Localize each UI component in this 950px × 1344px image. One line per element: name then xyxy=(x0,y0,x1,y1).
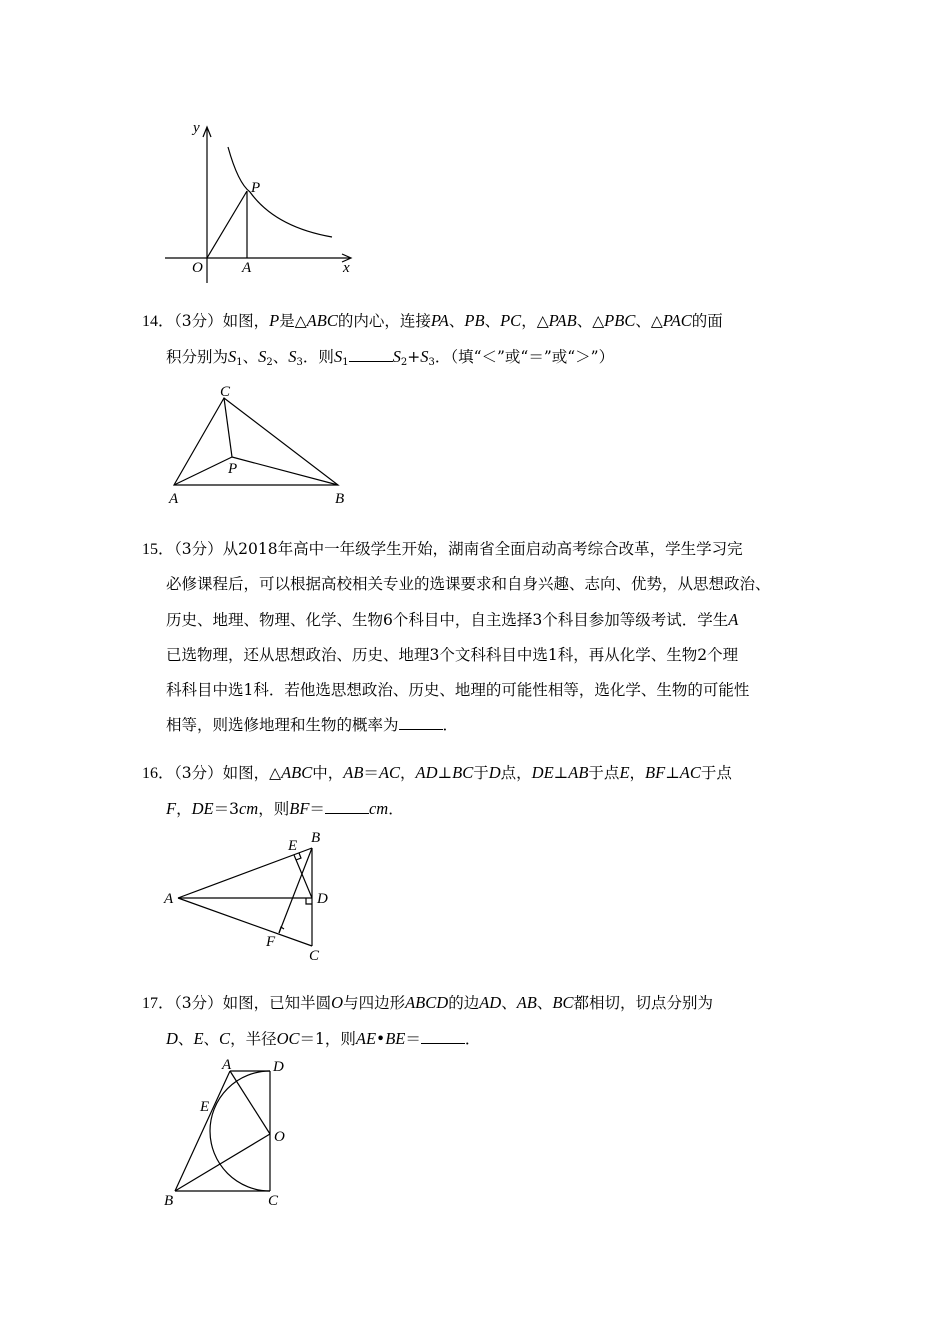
label-a: A xyxy=(169,491,179,507)
q15-line-3 xyxy=(142,602,822,638)
label-a: A xyxy=(164,891,174,907)
q16-var: AC xyxy=(679,763,701,782)
q17-text: 与四边形 xyxy=(343,994,406,1012)
figure-semicircle-quadrilateral xyxy=(160,1055,310,1215)
label-b: B xyxy=(335,491,345,507)
q16-var: AC xyxy=(378,763,401,782)
q14-text: ，△ xyxy=(521,312,549,330)
q15-number: 15． xyxy=(142,541,175,558)
q15-line-1 xyxy=(142,532,822,567)
q15-var: A xyxy=(728,610,739,629)
q16-var: DE xyxy=(191,799,214,818)
semicircle-o xyxy=(210,1071,270,1191)
q16-line-1 xyxy=(142,755,822,791)
q14-text: 的面 xyxy=(691,312,723,330)
q17-text: 如图，已知半圆 xyxy=(222,994,332,1012)
q16-text: ＝ xyxy=(363,764,379,782)
q14-sub: 2 xyxy=(400,357,408,368)
q17-var: BE xyxy=(385,1029,406,1048)
q15-answer-blank[interactable] xyxy=(399,715,443,730)
q15-line-4 xyxy=(142,638,822,673)
label-p: P xyxy=(251,180,261,196)
q17-text: 、 xyxy=(203,1030,220,1048)
figure-isosceles-triangle xyxy=(160,828,350,968)
label-f: F xyxy=(266,934,276,950)
q16-var: AB xyxy=(343,763,364,782)
q17-text: 、 xyxy=(536,994,553,1012)
figure-triangle-incenter xyxy=(160,380,370,515)
q16-var: DE xyxy=(531,763,554,782)
q15-line-5 xyxy=(142,673,822,708)
q15-text: ． xyxy=(442,716,459,734)
q16-var: BF xyxy=(289,799,310,818)
q15-line-2 xyxy=(142,567,822,602)
q17-var: BC xyxy=(552,993,574,1012)
q17-var: AB xyxy=(516,993,537,1012)
q14-sub: 1 xyxy=(342,357,349,368)
q16-var: BF xyxy=(645,763,666,782)
q17-text: 、 xyxy=(177,1030,194,1048)
q17-line-2 xyxy=(142,1021,822,1057)
segment-pc xyxy=(224,398,232,457)
q15-text: 从2018年高中一年级学生开始，湖南省全面启动高考综合改革，学生学习完 xyxy=(222,540,743,558)
q15-text: 必修课程后，可以根据高校相关专业的选课要求和自身兴趣、志向、优势，从思想政治、 xyxy=(166,575,771,593)
q14-text: 、 xyxy=(484,312,501,330)
q17-text: 都相切，切点分别为 xyxy=(573,994,714,1012)
q14-text: ．（填“＜”或“＝”或“＞”） xyxy=(434,348,615,366)
q17-var: AD xyxy=(479,993,502,1012)
label-d: D xyxy=(273,1059,284,1075)
label-y: y xyxy=(193,120,200,136)
q14-text: 是△ xyxy=(279,312,307,330)
q16-answer-blank[interactable] xyxy=(325,799,369,814)
segment-ab xyxy=(178,848,312,898)
label-a: A xyxy=(242,260,252,276)
q17-text: 、 xyxy=(501,994,517,1012)
q17-var: E xyxy=(193,1029,204,1048)
q17-text: ＝1，则 xyxy=(299,1030,356,1048)
question-16 xyxy=(142,755,822,827)
q14-text: 积分别为 xyxy=(166,348,229,366)
q14-var: ABC xyxy=(306,311,338,330)
q16-var: AB xyxy=(568,763,589,782)
q16-text: ， xyxy=(176,800,192,818)
q16-text: ⊥ xyxy=(665,764,680,782)
segment-de xyxy=(294,855,312,898)
question-14 xyxy=(142,303,822,375)
q16-text: ． xyxy=(388,800,404,818)
segment-ao xyxy=(230,1071,270,1134)
q17-text: ，半径 xyxy=(230,1030,277,1048)
segment-ac xyxy=(178,898,312,946)
q17-score: （3分） xyxy=(174,994,223,1012)
q16-var: cm xyxy=(238,799,259,818)
q14-text: 、△ xyxy=(576,312,605,330)
label-x: x xyxy=(343,260,350,276)
q17-var: OC xyxy=(276,1029,300,1048)
q17-text: 的边 xyxy=(448,994,480,1012)
label-c: C xyxy=(220,384,231,400)
q17-var: O xyxy=(331,993,344,1012)
q14-text: 、 xyxy=(272,348,289,366)
q16-text: ，则 xyxy=(258,800,290,818)
segment-ab xyxy=(175,1071,230,1191)
label-c: C xyxy=(268,1193,279,1209)
label-b: B xyxy=(164,1193,174,1209)
q14-var: S xyxy=(420,347,429,366)
q17-answer-blank[interactable] xyxy=(421,1029,465,1044)
q17-text: ． xyxy=(464,1030,481,1048)
segment-op xyxy=(207,191,247,258)
q14-sub: 3 xyxy=(428,357,435,368)
q17-var: D xyxy=(166,1029,178,1048)
q16-var: AD xyxy=(415,763,438,782)
q16-text: ＝ xyxy=(309,800,325,818)
triangle-abc xyxy=(174,398,338,485)
q14-score: （3分） xyxy=(174,312,223,330)
q16-text: 如图，△ xyxy=(222,764,282,782)
q14-text: 、 xyxy=(448,312,465,330)
q17-number: 17． xyxy=(142,995,175,1012)
q17-var: AE xyxy=(355,1029,377,1048)
q16-var: F xyxy=(166,799,177,818)
q14-var: P xyxy=(269,311,280,330)
q14-var: PB xyxy=(464,311,485,330)
q14-var: PAB xyxy=(548,311,577,330)
right-angle-f xyxy=(279,927,284,933)
label-b: B xyxy=(311,830,321,846)
q16-var: E xyxy=(619,763,630,782)
q14-sub: 1 xyxy=(236,357,243,368)
label-e: E xyxy=(288,838,298,854)
label-p: P xyxy=(228,461,238,477)
q16-text: 于点 xyxy=(588,764,620,782)
segment-bo xyxy=(175,1134,270,1191)
q16-text: ＝3 xyxy=(213,800,239,818)
q17-text: ＝ xyxy=(405,1030,421,1048)
right-angle-d xyxy=(306,898,312,904)
label-c: C xyxy=(309,948,320,964)
q16-var: BC xyxy=(452,763,474,782)
q16-text: 中， xyxy=(312,764,344,782)
q14-var: S xyxy=(228,347,237,366)
label-o: O xyxy=(274,1129,285,1145)
q14-text: 、△ xyxy=(635,312,663,330)
q14-var: S xyxy=(392,347,401,366)
q17-line-1 xyxy=(142,985,822,1021)
q14-var: PA xyxy=(430,311,449,330)
q14-var: PC xyxy=(500,311,522,330)
q14-var: S xyxy=(258,347,267,366)
q14-text: 的内心，连接 xyxy=(337,312,431,330)
q15-text: 相等，则选修地理和生物的概率为 xyxy=(166,716,399,734)
q16-text: 于 xyxy=(473,764,489,782)
segment-pb xyxy=(232,457,338,485)
q14-answer-blank[interactable] xyxy=(349,347,393,362)
q17-var: ABCD xyxy=(405,993,449,1012)
q17-var: C xyxy=(219,1029,231,1048)
q14-number: 14． xyxy=(142,313,175,330)
q14-sub: 2 xyxy=(266,357,273,368)
label-a: A xyxy=(222,1057,232,1073)
q14-text: 、 xyxy=(242,348,259,366)
q15-score: （3分） xyxy=(174,540,223,558)
q16-line-2 xyxy=(142,791,822,827)
q16-number: 16． xyxy=(142,765,175,782)
segment-bf xyxy=(279,848,312,933)
figure-hyperbola xyxy=(150,115,370,285)
q14-var: PAC xyxy=(662,311,692,330)
q14-text: + xyxy=(407,348,421,366)
q16-var: ABC xyxy=(281,763,313,782)
q16-text: 于点 xyxy=(700,764,732,782)
label-o: O xyxy=(192,260,203,276)
hyperbola-curve xyxy=(228,147,332,237)
q14-line-1 xyxy=(142,303,822,339)
question-17 xyxy=(142,985,822,1057)
q14-var: S xyxy=(333,347,343,366)
q16-var: cm xyxy=(368,799,389,818)
q14-text: ．则 xyxy=(302,348,334,366)
q15-text: 已选物理，还从思想政治、历史、地理3个文科科目中选1科，再从化学、生物2个理 xyxy=(166,646,739,664)
q16-text: ⊥ xyxy=(553,764,569,782)
label-e: E xyxy=(200,1099,210,1115)
q16-text: 点， xyxy=(500,764,532,782)
q16-text: ， xyxy=(629,764,646,782)
q15-line-6 xyxy=(142,708,822,743)
q16-text: ， xyxy=(400,764,416,782)
q16-text: ⊥ xyxy=(437,764,453,782)
q14-var: PBC xyxy=(604,311,636,330)
q16-var: D xyxy=(488,763,501,782)
q17-text: • xyxy=(376,1030,386,1048)
q14-sub: 3 xyxy=(296,357,303,368)
q15-text: 历史、地理、物理、化学、生物6个科目中，自主选择3个科目参加等级考试．学生 xyxy=(166,611,729,629)
q14-line-2 xyxy=(142,339,822,375)
question-15 xyxy=(142,532,822,743)
q16-score: （3分） xyxy=(174,764,223,782)
q15-text: 科科目中选1科．若他选思想政治、历史、地理的可能性相等，选化学、生物的可能性 xyxy=(166,681,750,699)
q14-var: S xyxy=(288,347,297,366)
q14-text: 如图， xyxy=(222,312,270,330)
label-d: D xyxy=(317,891,328,907)
